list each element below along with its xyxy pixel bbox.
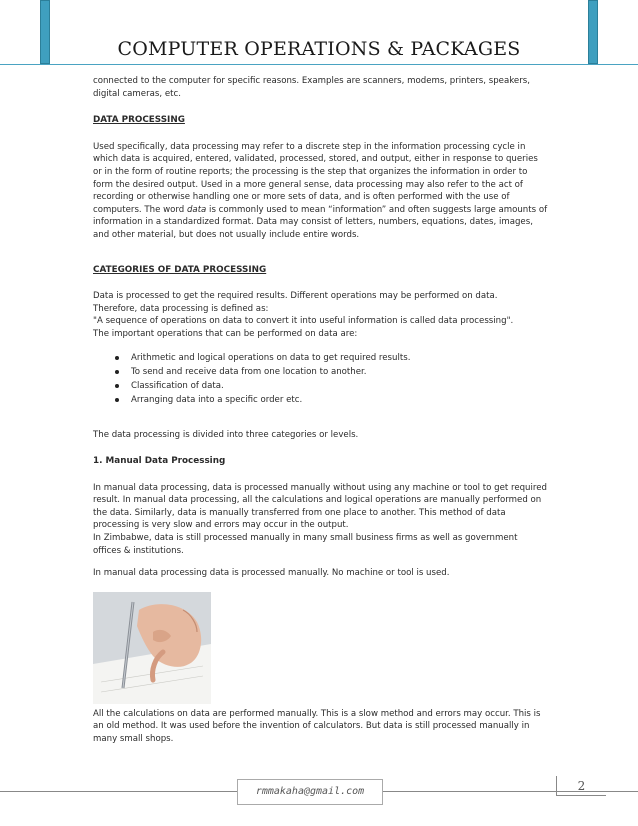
intro-continuation: connected to the computer for specific reasons. Examples are scanners, modems, printers, speakers, digital cameras, etc. <box>93 76 530 99</box>
categories-line-1: Data is processed to get the required results. Different operations may be performed on data. <box>93 291 498 302</box>
categories-line-4: The important operations that can be performed on data are: <box>93 328 358 339</box>
document-body <box>93 75 548 746</box>
data-processing-paragraph <box>93 141 548 242</box>
data-processing-text-b: is commonly used to mean “information” and often suggests large amounts of information in a standardized format. Data may consist of letters, numbers, equations, dates, images, and other material, but does not usually include entire words. <box>93 204 548 240</box>
categories-heading: CATEGORIES OF DATA PROCESSING <box>93 264 267 275</box>
levels-line: The data processing is divided into three categories or levels. <box>93 429 359 440</box>
footer-rule-left <box>0 791 237 792</box>
data-processing-text-a: Used specifically, data processing may refer to a discrete step in the information processing cycle in which data is acquired, entered, validated, processed, stored, and output, either in response to queries or in the form of routine reports; the processing is the step that organizes the information in order to form the desired output. Used in a more general sense, data processing may also refer to the act of recording or otherwise handling one or more sets of data, and is often performed with the use of computers. The word <box>93 141 538 215</box>
footer-email: rmmakaha@gmail.com <box>237 779 383 805</box>
hand-writing-photo <box>93 592 211 704</box>
data-processing-heading: DATA PROCESSING <box>93 115 185 126</box>
after-image-paragraph: All the calculations on data are performed manually. This is a slow method and errors may occur. This is an old method. It was used before the invention of calculators. But data is still processed manually in many small shops. <box>93 708 541 745</box>
manual-processing-heading: 1. Manual Data Processing <box>93 456 226 467</box>
page-number: 2 <box>556 776 606 796</box>
list-item: Arithmetic and logical operations on data to get required results. <box>115 351 548 365</box>
categories-line-2: Therefore, data processing is defined as: <box>93 303 269 314</box>
data-italic-word: data <box>186 204 207 215</box>
bullet-icon <box>115 384 119 388</box>
list-item: Arranging data into a specific order etc. <box>115 393 548 407</box>
bullet-icon <box>115 398 119 402</box>
bullet-icon <box>115 356 119 360</box>
manual-paragraph-1: In manual data processing, data is processed manually without using any machine or tool to get required result. In manual data processing, all the calculations and logical operations are manually performed on the data. Similarly, data is manually transferred from one place to another. This method of data processing is very slow and errors may occur in the output. <box>93 482 547 531</box>
hand-writing-illustration <box>93 592 211 704</box>
header-rule <box>0 64 638 65</box>
categories-line-3: "A sequence of operations on data to convert it into useful information is called data processing". <box>93 316 514 327</box>
manual-paragraph-3: In manual data processing data is processed manually. No machine or tool is used. <box>93 568 450 579</box>
page-header-title: COMPUTER OPERATIONS & PACKAGES <box>117 38 521 60</box>
manual-paragraph-2: In Zimbabwe, data is still processed manually in many small business firms as well as government offices & institutions. <box>93 533 518 556</box>
list-item: To send and receive data from one location to another. <box>115 365 548 379</box>
list-item: Classification of data. <box>115 379 548 393</box>
bullet-icon <box>115 370 119 374</box>
operations-list <box>115 351 548 407</box>
